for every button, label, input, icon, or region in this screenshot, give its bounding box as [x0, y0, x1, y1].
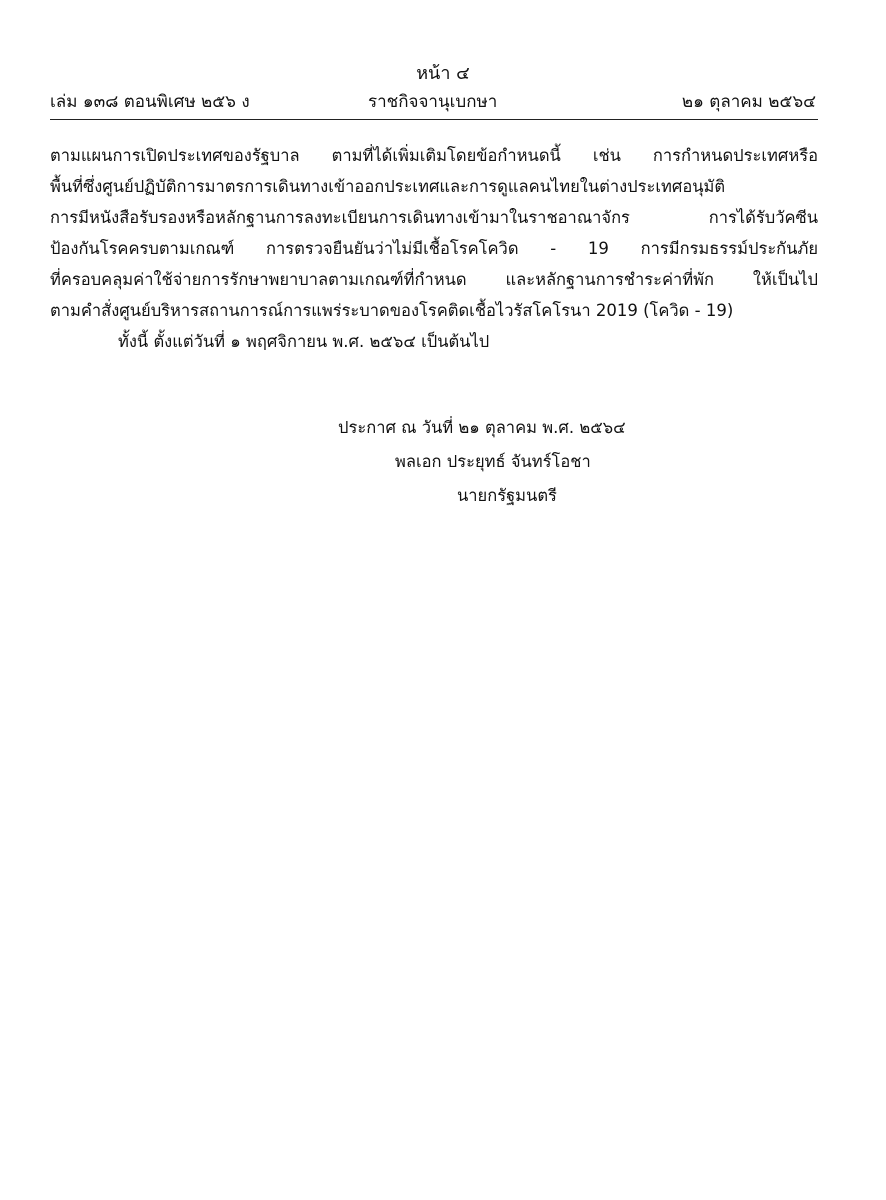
page-number: หน้า ๔ [416, 63, 470, 84]
gazette-title: ราชกิจจานุเบกษา [368, 92, 498, 112]
body-line: ตามแผนการเปิดประเทศของรัฐบาล ตามที่ได้เพิ่มเติมโดยข้อกำหนดนี้ เช่น การกำหนดประเทศหรือ [50, 146, 818, 165]
body-line: ป้องกันโรคครบตามเกณฑ์ การตรวจยืนยันว่าไม่มีเชื้อโรคโควิด - 19 การมีกรมธรรม์ประกันภัย [50, 239, 818, 258]
announcement-date: ประกาศ ณ วันที่ ๒๑ ตุลาคม พ.ศ. ๒๕๖๔ [338, 418, 626, 437]
body-line: ตามคำสั่งศูนย์บริหารสถานการณ์การแพร่ระบาดของโรคติดเชื้อไวรัสโคโรนา 2019 (โควิด - 19) [50, 301, 734, 320]
body-paragraph [50, 140, 818, 357]
body-line: พื้นที่ซึ่งศูนย์ปฏิบัติการมาตรการเดินทางเข้าออกประเทศและการดูแลคนไทยในต่างประเทศอนุมัติ [50, 177, 726, 196]
effective-date-line: ทั้งนี้ ตั้งแต่วันที่ ๑ พฤศจิกายน พ.ศ. ๒๕๖๔ เป็นต้นไป [118, 332, 490, 351]
publication-date: ๒๑ ตุลาคม ๒๕๖๔ [681, 92, 816, 112]
header-divider [50, 119, 818, 120]
volume-issue-label: เล่ม ๑๓๘ ตอนพิเศษ ๒๕๖ ง [50, 92, 250, 112]
body-line: การมีหนังสือรับรองหรือหลักฐานการลงทะเบียนการเดินทางเข้ามาในราชอาณาจักร การได้รับวัคซีน [50, 208, 818, 227]
gazette-header [50, 90, 816, 114]
body-line: ที่ครอบคลุมค่าใช้จ่ายการรักษาพยาบาลตามเกณฑ์ที่กำหนด และหลักฐานการชำระค่าที่พัก ให้เป็นไป [50, 270, 818, 289]
signatory-position: นายกรัฐมนตรี [457, 486, 557, 505]
signatory-name: พลเอก ประยุทธ์ จันทร์โอชา [395, 452, 591, 471]
